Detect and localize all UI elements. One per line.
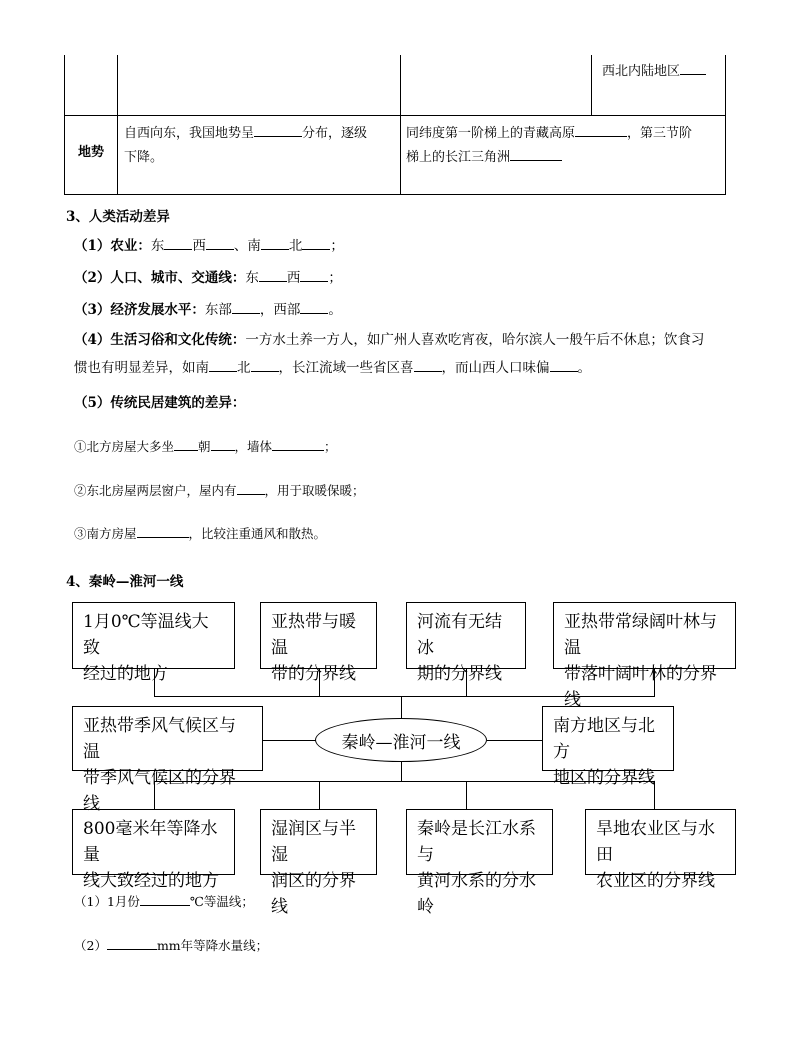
housing-south: ③南方房屋 ，比较注重通风和散热。 bbox=[74, 526, 327, 541]
box-subtropical-warm: 亚热带与暖温 带的分界线 bbox=[260, 602, 377, 669]
box-800mm-isohyet: 800毫米年等降水量 线大致经过的地方 bbox=[72, 809, 235, 875]
table-row-label-terrain: 地势 bbox=[78, 145, 105, 160]
housing-title: （5）传统民居建筑的差异： bbox=[74, 395, 246, 411]
box-jan-isotherm: 1月0℃等温线大致 经过的地方 bbox=[72, 602, 235, 669]
housing-north: ①北方房屋大多坐 朝 ，墙体 ； bbox=[74, 439, 337, 454]
box-river-freeze: 河流有无结冰 期的分界线 bbox=[406, 602, 526, 669]
question-2: （2） mm年等降水量线； bbox=[74, 938, 269, 953]
table-cell-northwest: 西北内陆地区 bbox=[602, 60, 706, 84]
center-qinling-huaihe: 秦岭—淮河一线 bbox=[315, 718, 487, 762]
section-4-title: 4、秦岭—淮河一线 bbox=[66, 574, 184, 590]
population-line: （2）人口、城市、交通线：东 西 ； bbox=[74, 266, 342, 286]
box-agriculture-zones: 旱地农业区与水田 农业区的分界线 bbox=[585, 809, 736, 875]
lifestyle-line-1: （4）生活习俗和文化传统：一方水土养一方人，如广州人喜欢吃宵夜，哈尔滨人一般午后不休息；饮食习 bbox=[74, 332, 705, 348]
box-humid-semihumid: 湿润区与半湿 润区的分界线 bbox=[260, 809, 377, 875]
economy-line: （3）经济发展水平：东部 ，西部 。 bbox=[74, 298, 342, 318]
lifestyle-line-2: 惯也有明显差异，如南 北 ，长江流域一些省区喜 ，而山西人口味偏 。 bbox=[74, 356, 591, 376]
agriculture-line: （1）农业：东 西 、南 北 ； bbox=[74, 234, 344, 254]
box-north-south: 南方地区与北方 地区的分界线 bbox=[542, 706, 674, 771]
housing-northeast: ②东北房屋两层窗户，屋内有 ，用于取暖保暖； bbox=[74, 483, 365, 498]
table-cell-terrain-compare: 同纬度第一阶梯上的青藏高原 ，第三节阶 梯上的长江三角洲 bbox=[406, 122, 724, 170]
box-forest-boundary: 亚热带常绿阔叶林与温 带落叶阔叶林的分界线 bbox=[553, 602, 736, 669]
table-cell-terrain-trend: 自西向东，我国地势呈 分布，逐级 下降。 bbox=[124, 122, 394, 170]
geography-table bbox=[64, 55, 726, 195]
question-1: （1）1月份 ℃等温线； bbox=[74, 894, 254, 909]
section-3-title: 3、人类活动差异 bbox=[66, 209, 170, 225]
box-watershed: 秦岭是长江水系与 黄河水系的分水岭 bbox=[406, 809, 553, 875]
box-monsoon-climate: 亚热带季风气候区与温 带季风气候区的分界线 bbox=[72, 706, 263, 771]
